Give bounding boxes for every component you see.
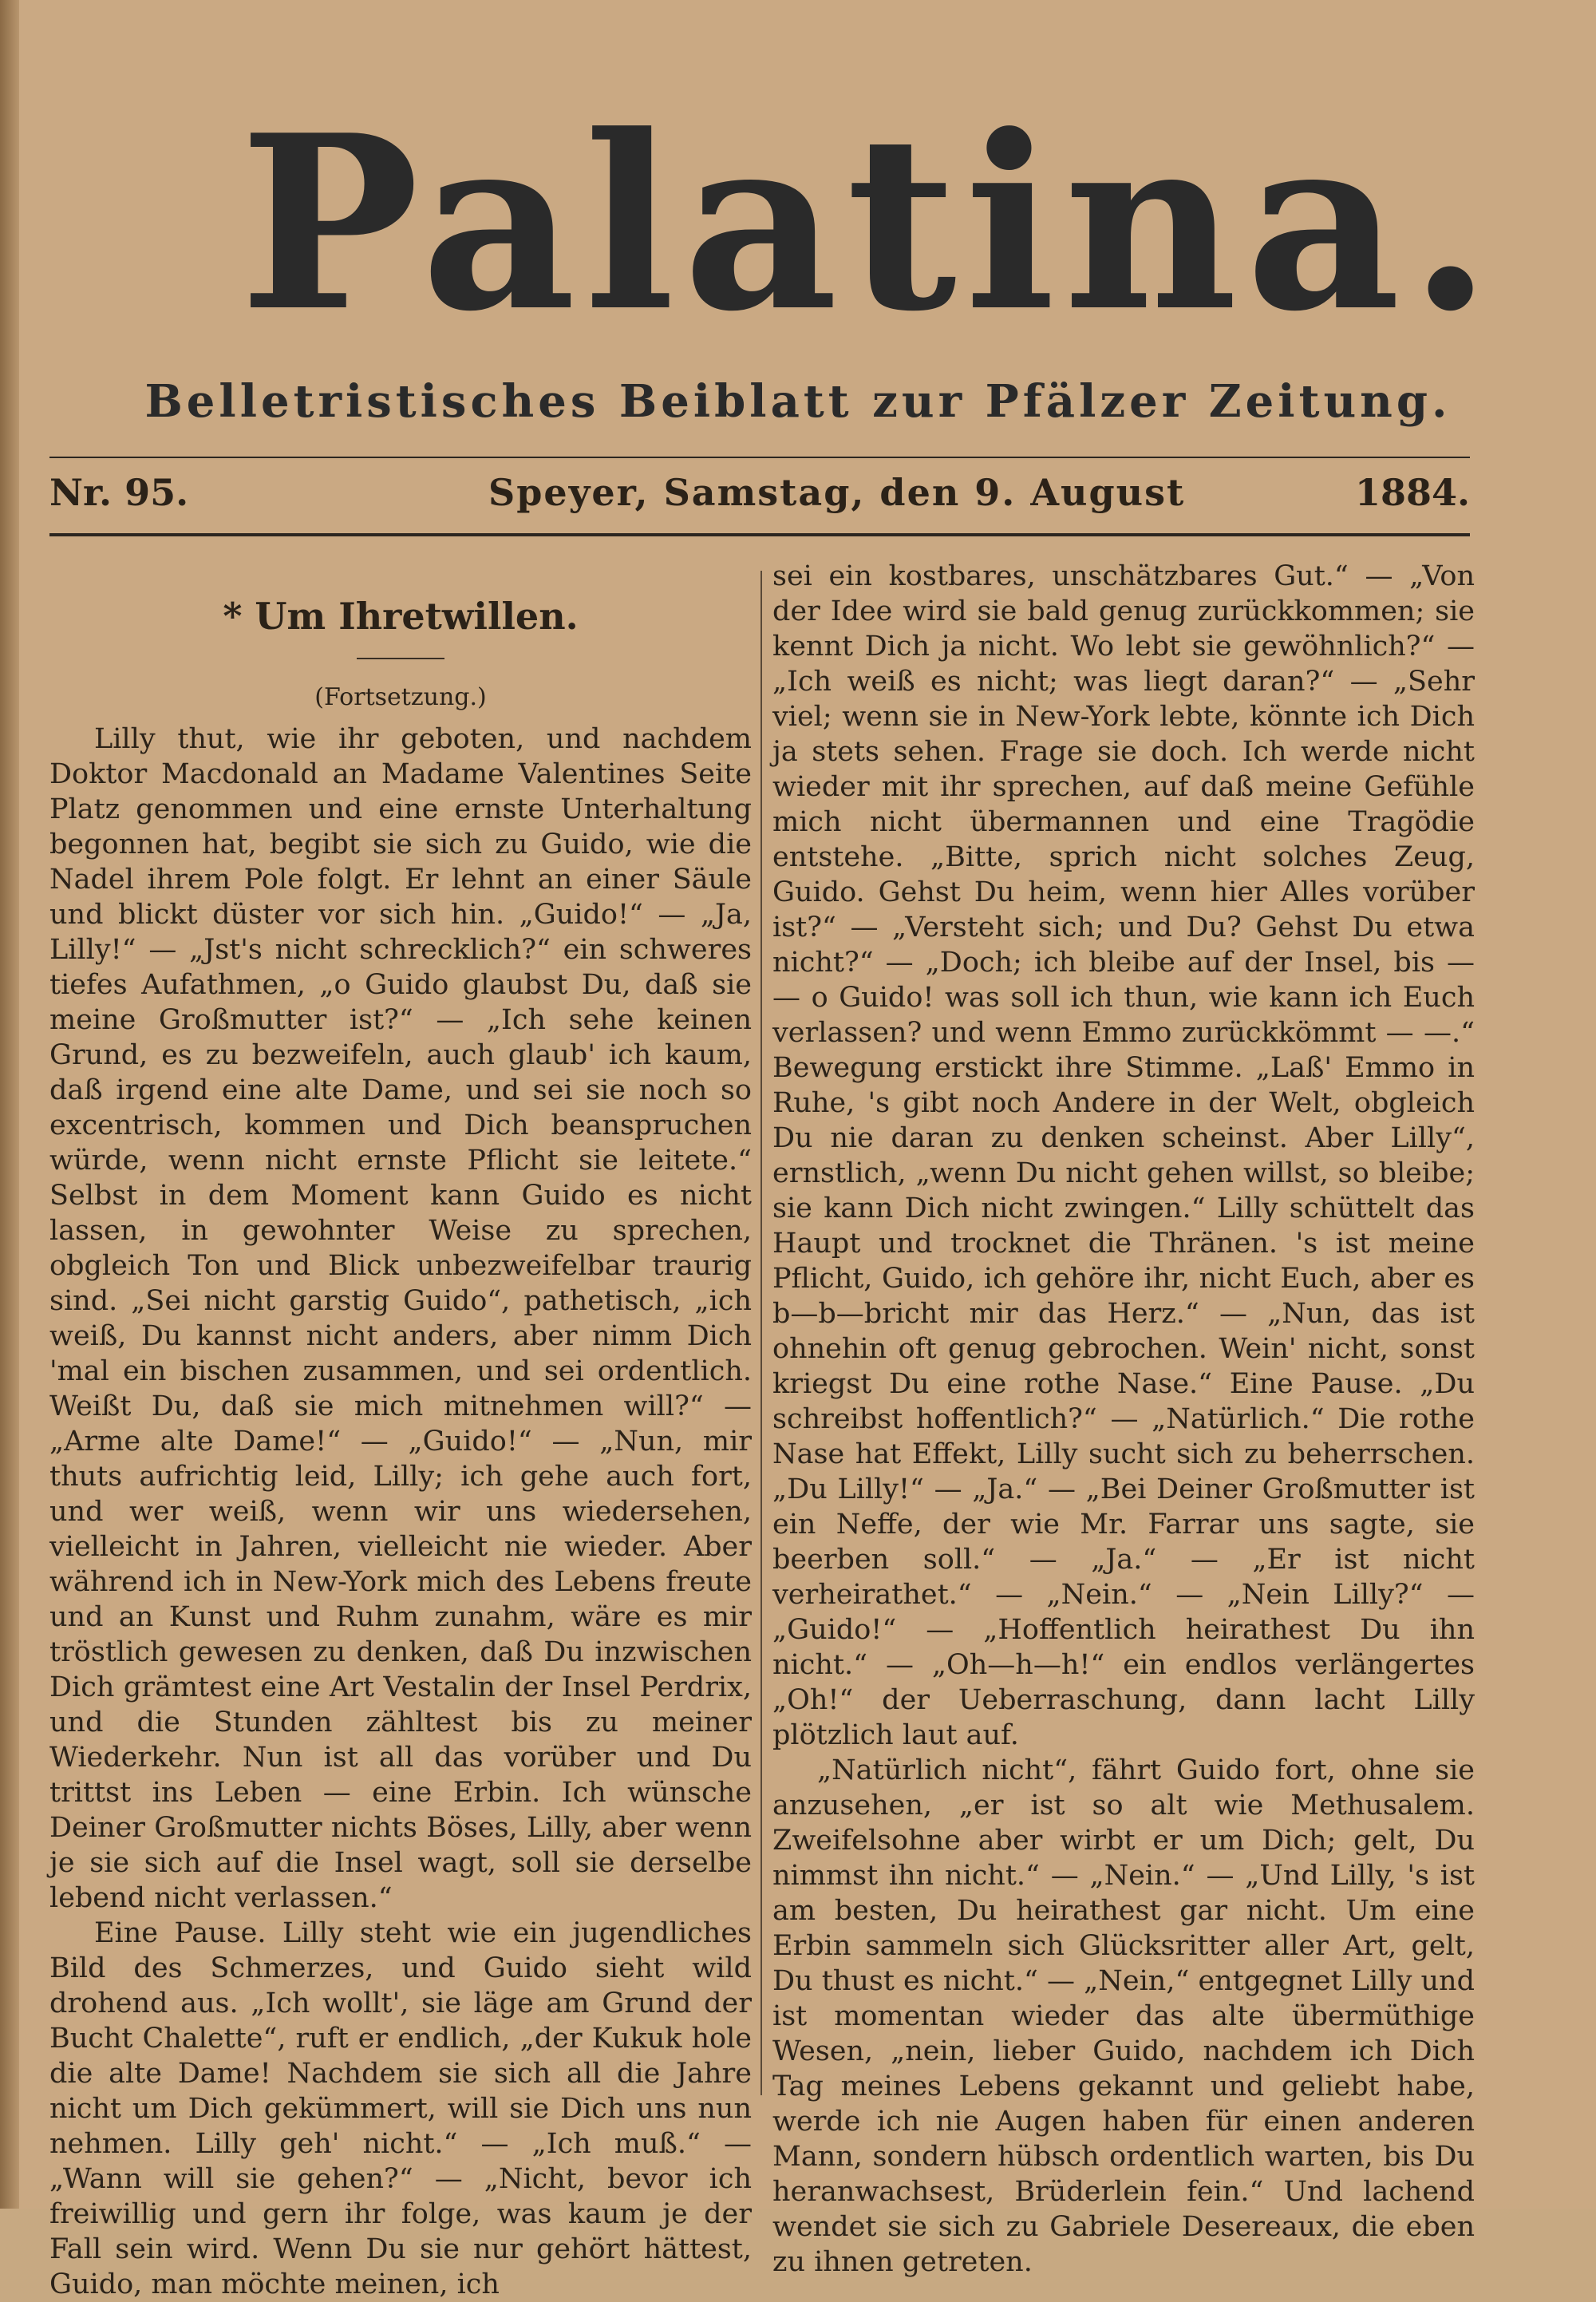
title-divider <box>357 658 444 659</box>
continuation-note: (Fortsetzung.) <box>314 683 487 711</box>
newspaper-subtitle: Belletristisches Beiblatt zur Pfälzer Zeitung. <box>144 375 1452 428</box>
article-title: * Um Ihretwillen. <box>223 595 579 638</box>
paragraph: sei ein kostbares, unschätzbares Gut.“ — „Von der Idee wird sie bald genug zurückkommen; sie kennt Dich ja nicht. Wo lebt sie gewöhnlich?“ — „Ich weiß es nicht; was liegt daran?“ — „Sehr viel; wenn sie in New-York lebte, könnte ich Dich ja stets sehen. Frage sie doch. Ich werde nicht wieder mit ihr sprechen, auf daß meine Gefühle mich nicht übermannen und eine Tragödie entstehe. „Bitte, sprich nicht solches Zeug, Guido. Gehst Du heim, wenn hier Alles vorüber ist?“ — „Versteht sich; und Du? Gehst Du etwa nicht?“ — „Doch; ich bleibe auf der Insel, bis — — o Guido! was soll ich thun, wie kann ich Euch verlassen? und wenn Emmo zurückkömmt — —.“ Bewegung erstickt ihre Stimme. „Laß' Emmo in Ruhe, 's gibt noch Andere in der Welt, obgleich Du nie daran zu denken scheinst. Aber Lilly“, ernstlich, „wenn Du nicht gehen willst, so bleibe; sie kann Dich nicht zwingen.“ Lilly schüttelt das Haupt und trocknet die Thränen. 's ist meine Pflicht, Guido, ich gehöre ihr, nicht Euch, aber es b—b—bricht mir das Herz.“ — „Nun, das ist ohnehin oft genug gebrochen. Wein' nicht, sonst kriegst Du eine rothe Nase.“ Eine Pause. „Du schreibst hoffentlich?“ — „Natürlich.“ Die rothe Nase hat Effekt, Lilly sucht sich zu beherrschen. „Du Lilly!“ — „Ja.“ — „Bei Deiner Großmutter ist ein Neffe, der wie Mr. Farrar uns sagte, sie beerben soll.“ — „Ja.“ — „Er ist nicht verheirathet.“ — „Nein.“ — „Nein Lilly?“ — „Guido!“ — „Hoffentlich heirathest Du ihn nicht.“ — „Oh—h—h!“ ein endlos verlängertes „Oh!“ der Ueberraschung, dann lacht Lilly plötzlich laut auf. <box>772 560 1475 1751</box>
newspaper-title: Palatina. <box>239 82 1500 364</box>
place-and-date: Speyer, Samstag, den 9. August <box>488 471 1186 514</box>
page-spine-edge <box>0 0 19 2209</box>
paragraph: Lilly thut, wie ihr geboten, und nachdem Doktor Macdonald an Madame Valentines Seite Platz genommen und eine ernste Unterhaltung begonnen hat, begibt sie sich zu Guido, wie die Nadel ihrem Pole folgt. Er lehnt an einer Säule und blickt düster vor sich hin. „Guido!“ — „Ja, Lilly!“ — „Jst's nicht schrecklich?“ ein schweres tiefes Aufathmen, „o Guido glaubst Du, daß sie meine Großmutter ist?“ — „Ich sehe keinen Grund, es zu bezweifeln, auch glaub' ich kaum, daß irgend eine alte Dame, und sei sie noch so excentrisch, kommen und Dich beanspruchen würde, wenn nicht ernste Pflicht sie leitete.“ Selbst in dem Moment kann Guido es nicht lassen, in gewohnter Weise zu sprechen, obgleich Ton und Blick unbezweifelbar traurig sind. „Sei nicht garstig Guido“, pathetisch, „ich weiß, Du kannst nicht anders, aber nimm Dich 'mal ein bischen zusammen, und sei ordentlich. Weißt Du, daß sie mich mitnehmen will?“ — „Arme alte Dame!“ — „Guido!“ — „Nun, mir thuts aufrichtig leid, Lilly; ich gehe auch fort, und wer weiß, wenn wir uns wiedersehen, vielleicht in Jahren, vielleicht nie wieder. Aber während ich in New-York mich des Lebens freute und an Kunst und Ruhm zunahm, wäre es mir tröstlich gewesen zu denken, daß Du inzwischen Dich grämtest eine Art Vestalin der Insel Perdrix, und die Stunden zähltest bis zu meiner Wiederkehr. Nun ist all das vorüber und Du trittst ins Leben — eine Erbin. Ich wünsche Deiner Großmutter nichts Böses, Lilly, aber wenn je sie sich auf die Insel wagt, soll sie derselbe lebend nicht verlassen.“ <box>49 723 752 1914</box>
text-column-right <box>772 559 1475 2280</box>
issue-year: 1884. <box>1354 471 1470 514</box>
text-column-left <box>49 559 752 2302</box>
masthead-top-rule <box>49 457 1470 458</box>
column-divider <box>760 571 762 2095</box>
masthead-bottom-rule <box>49 533 1470 536</box>
paragraph: Eine Pause. Lilly steht wie ein jugendliches Bild des Schmerzes, und Guido sieht wild drohend aus. „Ich wollt', sie läge am Grund der Bucht Chalette“, ruft er endlich, „der Kukuk hole die alte Dame! Nachdem sie sich all die Jahre nicht um Dich gekümmert, will sie Dich uns nun nehmen. Lilly geh' nicht.“ — „Ich muß.“ — „Wann will sie gehen?“ — „Nicht, bevor ich freiwillig und gern ihr folge, was kaum je der Fall sein wird. Wenn Du sie nur gehört hättest, Guido, man möchte meinen, ich <box>49 1917 752 2300</box>
paragraph: „Natürlich nicht“, fährt Guido fort, ohne sie anzusehen, „er ist so alt wie Methusalem. Zweifelsohne aber wirbt er um Dich; gelt, Du nimmst ihn nicht.“ — „Nein.“ — „Und Lilly, 's ist am besten, Du heirathest gar nicht. Um eine Erbin sammeln sich Glücksritter aller Art, gelt, Du thust es nicht.“ — „Nein,“ entgegnet Lilly und ist momentan wieder das alte übermüthige Wesen, „nein, lieber Guido, nachdem ich Dich Tag meines Lebens gekannt und geliebt habe, werde ich nie Augen haben für einen anderen Mann, sondern hübsch ordentlich warten, bis Du heranwachsest, Brüderlein fein.“ Und lachend wendet sie sich zu Gabriele Desereaux, die eben zu ihnen getreten. <box>772 1754 1475 2278</box>
issue-number: Nr. 95. <box>49 471 189 514</box>
masthead-line <box>49 471 1470 535</box>
